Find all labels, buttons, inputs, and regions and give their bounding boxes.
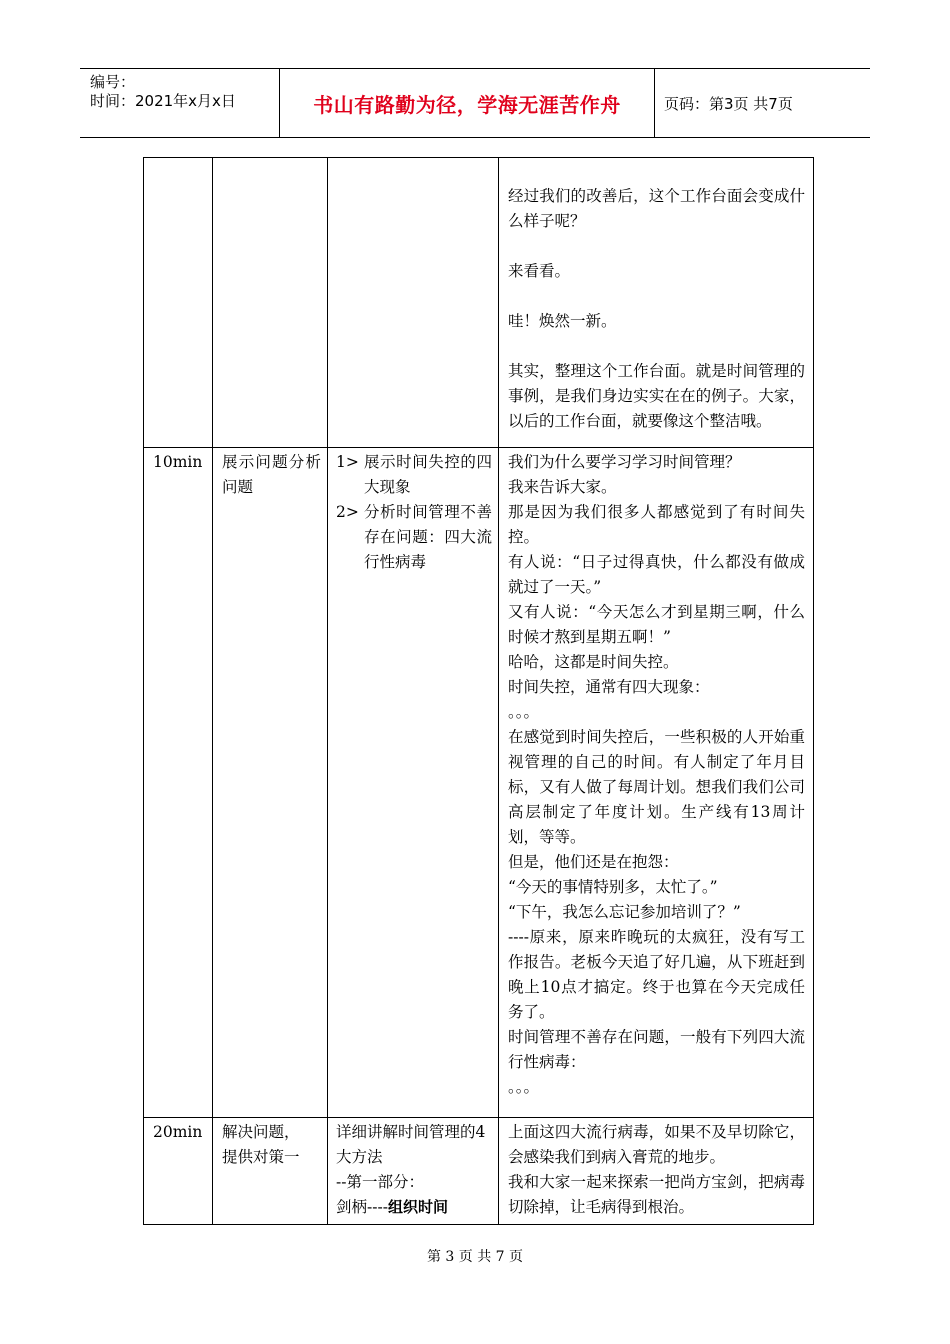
narration-line: ----原来，原来昨晚玩的太疯狂，没有写工作报告。老板今天追了好几遍，从下班赶到晚上10点才搞定。终于也算在今天完成任务了。	[508, 928, 805, 1021]
narration-line: 我们为什么要学习学习时间管理？	[508, 453, 741, 471]
narration-line: 时间失控，通常有四大现象：	[508, 678, 710, 696]
plan-text-bold: 组织时间	[387, 1198, 448, 1216]
plan-item-text: 展示时间失控的四大现象	[364, 453, 492, 496]
narration-cell	[499, 1118, 814, 1225]
header-meta	[80, 69, 280, 137]
lesson-plan-table	[143, 157, 814, 1225]
table-row	[144, 1118, 814, 1225]
narration-line: 我来告诉大家。	[508, 478, 617, 496]
header-page-number: 页码：第3页 共7页	[664, 94, 793, 113]
plan-item	[336, 450, 492, 500]
time-cell	[144, 158, 213, 448]
plan-item-number: 2>	[336, 503, 359, 521]
narration-line: “今天的事情特别多，太忙了。”	[508, 878, 718, 896]
narration-line: 经过我们的改善后，这个工作台面会变成什么样子呢？	[508, 187, 805, 230]
time-cell: 10min	[144, 448, 213, 1118]
narration-line: 。。。	[508, 1078, 540, 1096]
narration-line: 但是，他们还是在抱怨：	[508, 853, 679, 871]
plan-text: --第一部分：	[336, 1173, 424, 1191]
narration-line: 哈哈，这都是时间失控。	[508, 653, 679, 671]
topic-cell	[213, 1118, 328, 1225]
plan-item-text: 分析时间管理不善存在问题：四大流行性病毒	[364, 503, 492, 571]
page-footer: 第 3 页 共 7 页	[426, 1249, 524, 1265]
page-header	[80, 68, 870, 138]
narration-line: 有人说：“日子过得真快，什么都没有做成就过了一天。”	[508, 553, 805, 596]
header-motto: 书山有路勤为径，学海无涯苦作舟	[280, 69, 655, 137]
topic-cell	[213, 158, 328, 448]
narration-line: 那是因为我们很多人都感觉到了有时间失控。	[508, 503, 805, 546]
narration-line: 又有人说：“今天怎么才到星期三啊，什么时候才熬到星期五啊！”	[508, 603, 805, 646]
plan-text	[336, 1195, 492, 1220]
topic-cell: 展示问题分析问题	[213, 448, 328, 1118]
table-row	[144, 158, 814, 448]
narration-line: 其实，整理这个工作台面。就是时间管理的事例，是我们身边实实在在的例子。大家，以后的工作台面，就要像这个整洁哦。	[508, 362, 805, 430]
narration-line: “下午，我怎么忘记参加培训了？”	[508, 903, 741, 921]
plan-item-number: 1>	[336, 453, 359, 471]
topic-line: 提供对策一	[222, 1148, 300, 1166]
narration-line: 哇！焕然一新。	[508, 312, 617, 330]
narration-cell	[499, 448, 814, 1118]
narration-line: 。。。	[508, 703, 540, 721]
plan-text: 详细讲解时间管理的4大方法	[336, 1123, 486, 1166]
plan-cell	[328, 1118, 499, 1225]
narration-line: 我和大家一起来探索一把尚方宝剑，把病毒切除掉，让毛病得到根治。	[508, 1173, 805, 1216]
plan-cell	[328, 158, 499, 448]
time-cell: 20min	[144, 1118, 213, 1225]
plan-text-prefix: 剑柄----	[336, 1198, 388, 1216]
narration-line: 来看看。	[508, 262, 571, 280]
date-label: 时间：2021年x月x日	[90, 92, 236, 110]
narration-line: 时间管理不善存在问题，一般有下列四大流行性病毒：	[508, 1028, 805, 1071]
topic-line: 解决问题，	[222, 1123, 300, 1141]
narration-line: 上面这四大流行病毒，如果不及早切除它，会感染我们到病入膏荒的地步。	[508, 1123, 805, 1166]
plan-cell	[328, 448, 499, 1118]
narration-line: 在感觉到时间失控后，一些积极的人开始重视管理的自己的时间。有人制定了年月目标，又有人做了每周计划。想我们我们公司高层制定了年度计划。生产线有13周计划，等等。	[508, 728, 805, 846]
table-row	[144, 448, 814, 1118]
plan-item	[336, 500, 492, 575]
narration-cell	[499, 158, 814, 448]
serial-label: 编号：	[90, 73, 136, 91]
